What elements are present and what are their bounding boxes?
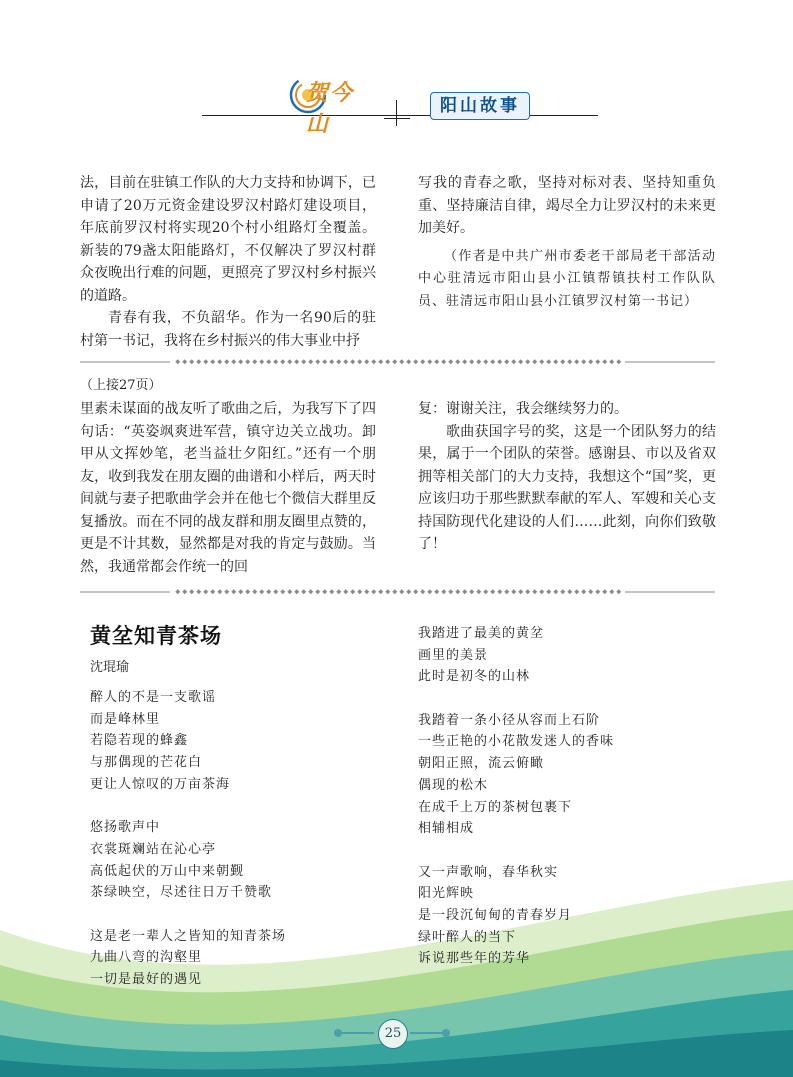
divider-diamond (560, 359, 565, 364)
divider-diamond (231, 359, 236, 364)
divider-diamond (427, 359, 432, 364)
divider-diamond (574, 359, 579, 364)
dotted-divider (80, 358, 715, 366)
divider-diamond (504, 589, 509, 594)
header-logo (286, 70, 376, 137)
divider-diamond (322, 589, 327, 594)
divider-diamond (308, 359, 313, 364)
divider-diamond (266, 589, 271, 594)
poem-line: 更让人惊叹的万亩茶海 (90, 776, 231, 792)
divider-diamond (266, 359, 271, 364)
poem-line: 与那偶现的芒花白 (90, 755, 203, 771)
divider-diamond (441, 589, 446, 594)
divider-diamond (602, 359, 607, 364)
divider-diamond (196, 359, 201, 364)
divider-diamond (511, 359, 516, 364)
divider-diamond (595, 589, 600, 594)
divider-diamond (413, 359, 418, 364)
divider-diamond (476, 589, 481, 594)
divider-diamond (357, 359, 362, 364)
divider-diamond (497, 359, 502, 364)
divider-diamond (483, 589, 488, 594)
divider-diamond (567, 589, 572, 594)
divider-diamond (518, 589, 523, 594)
divider-diamond (581, 589, 586, 594)
divider-diamond (588, 359, 593, 364)
article1-right-column (418, 172, 716, 313)
divider-diamond (245, 589, 250, 594)
divider-diamond (273, 589, 278, 594)
poem-line: 画里的美景 (418, 647, 489, 663)
divider-diamond (420, 589, 425, 594)
paragraph: 法，目前在驻镇工作队的大力支持和协调下，已申请了20万元资金建设罗汉村路灯建设项目，年底前罗汉村将实现20个村小组路灯全覆盖。新装的79盏太阳能路灯，不仅解决了罗汉村群众夜晚出行难的问题，更照亮了罗汉村乡村振兴的道路。 (80, 175, 376, 304)
divider-diamond (182, 589, 187, 594)
page-number-line-left (340, 1032, 374, 1034)
divider-diamond (385, 359, 390, 364)
divider-diamond (245, 359, 250, 364)
divider-diamond (406, 359, 411, 364)
page-number-dot-right (442, 1029, 450, 1037)
divider-diamond (301, 359, 306, 364)
author-note: （作者是中共广州市委老干部局老干部活动中心驻清远市阳山县小江镇帮镇扶村工作队队员、驻清远市阳山县小江镇罗汉村第一书记） (418, 248, 716, 309)
poem-line: 阳光辉映 (418, 886, 475, 902)
divider-diamond (546, 589, 551, 594)
divider-diamond (315, 589, 320, 594)
divider-diamond (217, 589, 222, 594)
divider-diamond (175, 359, 180, 364)
poem-line: 我踏进了最美的黄坌 (418, 626, 545, 641)
poem-stanza-break (418, 840, 614, 862)
divider-diamond (343, 359, 348, 364)
divider-diamond (399, 589, 404, 594)
divider-diamond (595, 359, 600, 364)
divider-diamond (553, 589, 558, 594)
continued-label: （上接27页） (80, 378, 162, 393)
paragraph: 歌曲获国字号的奖，这是一个团队努力的结果，属于一个团队的荣誉。感谢县、市以及省双拥等相关部门的大力支持，我想这个“国”奖，更应该归功于那些默默奉献的军人、军嫂和关心支持国防现代化建设的人们……此刻，向你们致敬了！ (418, 423, 716, 552)
poem-line: 若隐若现的蜂鑫 (90, 733, 189, 749)
poem-right-column (418, 623, 614, 970)
poem-line: 一切是最好的遇见 (90, 971, 203, 987)
divider-diamond (518, 359, 523, 364)
divider-diamond (294, 359, 299, 364)
poem-author: 沈琨瑜 (90, 660, 130, 675)
poem-line: 诉说那些年的芳华 (418, 951, 531, 967)
divider-diamond (539, 589, 544, 594)
paragraph: 里素未谋面的战友听了歌曲之后，为我写下了四句话：“英姿飒爽进军营，镇守边关立战功。卸甲从文挥妙笔，老当益壮夕阳红。”还有一个朋友，收到我发在朋友圈的曲谱和小样后，两天时间就与妻子把歌曲学会并在他七个微信大群里反复播放。而在不同的战友群和朋友圈里点赞的，更是不计其数，显然都是对我的肯定与鼓励。当然，我通常都会作统一的回 (80, 401, 376, 575)
divider-diamond (210, 359, 215, 364)
poem-line: 是一段沉甸甸的青春岁月 (418, 907, 573, 923)
divider-diamond (581, 359, 586, 364)
divider-diamond (413, 589, 418, 594)
poem-line: 茶绿映空，尽述往日万千赞歌 (90, 885, 273, 901)
divider-diamond (217, 359, 222, 364)
divider-diamond (420, 359, 425, 364)
continued-right-column (418, 398, 716, 556)
divider-diamond (469, 589, 474, 594)
header-cross-mark (396, 100, 397, 126)
poem-left-column (90, 687, 286, 991)
divider-diamond (189, 589, 194, 594)
poem-line: 偶现的松木 (418, 777, 489, 793)
divider-diamond (259, 589, 264, 594)
paragraph: 青春有我，不负韶华。作为一名90后的驻村第一书记，我将在乡村振兴的伟大事业中抒 (80, 310, 376, 349)
paragraph: 复：谢谢关注，我会继续努力的。 (418, 401, 628, 417)
divider-diamond (308, 589, 313, 594)
divider-diamond (196, 589, 201, 594)
divider-diamond (497, 589, 502, 594)
poem-line: 这是老一辈人之皆知的知青茶场 (90, 928, 287, 944)
poem-stanza-break (90, 904, 286, 926)
divider-diamond (434, 589, 439, 594)
divider-diamond (203, 589, 208, 594)
page-number-line-right (410, 1032, 444, 1034)
divider-diamond (525, 359, 530, 364)
poem-line: 而是峰林里 (90, 711, 161, 727)
divider-diamond (525, 589, 530, 594)
divider-diamond (252, 589, 257, 594)
page-number: 25 (378, 1019, 408, 1049)
poem-line: 我踏着一条小径从容而上石阶 (418, 712, 601, 728)
divider-diamond (322, 359, 327, 364)
divider-diamond (357, 589, 362, 594)
divider-diamond (609, 359, 614, 364)
divider-diamond (469, 359, 474, 364)
divider-diamond (406, 589, 411, 594)
divider-diamond (392, 589, 397, 594)
divider-diamond (455, 359, 460, 364)
divider-diamond (462, 589, 467, 594)
poem-line: 相辅相成 (418, 821, 475, 837)
divider-diamond (315, 359, 320, 364)
divider-diamond (511, 589, 516, 594)
divider-diamond (448, 589, 453, 594)
dotted-divider (80, 588, 715, 596)
divider-diamond (567, 359, 572, 364)
divider-diamond (287, 359, 292, 364)
poem-line: 悠扬歌声中 (90, 820, 161, 836)
divider-diamond (336, 589, 341, 594)
poem-line: 一些正艳的小花散发迷人的香味 (418, 734, 615, 750)
divider-diamond (455, 589, 460, 594)
logo-text: 贺今山 (306, 80, 355, 137)
divider-diamond (210, 589, 215, 594)
divider-diamond (224, 589, 229, 594)
divider-diamond (287, 589, 292, 594)
divider-diamond (546, 359, 551, 364)
divider-diamond (483, 359, 488, 364)
poem-line: 朝阳正照，流云俯瞰 (418, 756, 545, 772)
divider-diamond (238, 359, 243, 364)
divider-diamond (616, 359, 621, 364)
divider-diamond (238, 589, 243, 594)
divider-diamond (427, 589, 432, 594)
divider-diamond (378, 589, 383, 594)
poem-line: 九曲八弯的沟壑里 (90, 950, 203, 966)
divider-diamond (602, 589, 607, 594)
divider-diamond (231, 589, 236, 594)
divider-diamond (560, 589, 565, 594)
divider-diamond (532, 589, 537, 594)
divider-diamond (490, 589, 495, 594)
divider-diamond (280, 359, 285, 364)
divider-diamond (189, 359, 194, 364)
divider-diamond (280, 589, 285, 594)
poem-title: 黄坌知青茶场 (90, 624, 222, 648)
poem-stanza-break (90, 795, 286, 817)
divider-diamond (371, 589, 376, 594)
page-number-dot-left (334, 1029, 342, 1037)
divider-diamond (224, 359, 229, 364)
divider-diamond (399, 359, 404, 364)
divider-diamond (329, 359, 334, 364)
divider-diamond (504, 359, 509, 364)
header-cross-mark-h (384, 118, 410, 119)
divider-diamond (378, 359, 383, 364)
divider-diamond (462, 359, 467, 364)
poem-line: 绿叶醉人的当下 (418, 929, 517, 945)
divider-diamond (448, 359, 453, 364)
divider-diamond (616, 589, 621, 594)
divider-diamond (392, 359, 397, 364)
divider-diamond (553, 359, 558, 364)
divider-diamond (609, 589, 614, 594)
poem-line: 高低起伏的万山中来朝觐 (90, 863, 245, 879)
poem-line: 又一声歌响，春华秋实 (418, 864, 559, 880)
divider-diamond (336, 359, 341, 364)
divider-diamond (364, 359, 369, 364)
divider-diamond (301, 589, 306, 594)
divider-diamond (539, 359, 544, 364)
paragraph: 写我的青春之歌，坚持对标对表、坚持知重负重、坚持廉洁自律，竭尽全力让罗汉村的未来更加美好。 (418, 175, 716, 236)
poem-line: 在成千上万的茶树包裹下 (418, 799, 573, 815)
divider-diamond (364, 589, 369, 594)
divider-diamond (574, 589, 579, 594)
divider-diamond (259, 359, 264, 364)
poem-line: 此时是初冬的山林 (418, 669, 531, 685)
divider-diamond (182, 359, 187, 364)
divider-diamond (294, 589, 299, 594)
section-tag: 阳山故事 (430, 92, 530, 120)
divider-diamond (490, 359, 495, 364)
divider-diamond (385, 589, 390, 594)
divider-diamond (476, 359, 481, 364)
divider-diamond (203, 359, 208, 364)
divider-diamond (434, 359, 439, 364)
poem-stanza-break (418, 688, 614, 710)
poem-line: 醉人的不是一支歌谣 (90, 690, 217, 705)
divider-diamond (441, 359, 446, 364)
divider-diamond (273, 359, 278, 364)
divider-diamond (175, 589, 180, 594)
divider-diamond (343, 589, 348, 594)
divider-diamond (252, 359, 257, 364)
divider-diamond (350, 589, 355, 594)
divider-diamond (532, 359, 537, 364)
divider-diamond (371, 359, 376, 364)
divider-diamond (350, 359, 355, 364)
continued-left-column (80, 398, 376, 578)
poem-line: 衣裳斑斓站在沁心亭 (90, 841, 217, 857)
article1-left-column (80, 172, 376, 352)
divider-diamond (329, 589, 334, 594)
divider-diamond (588, 589, 593, 594)
